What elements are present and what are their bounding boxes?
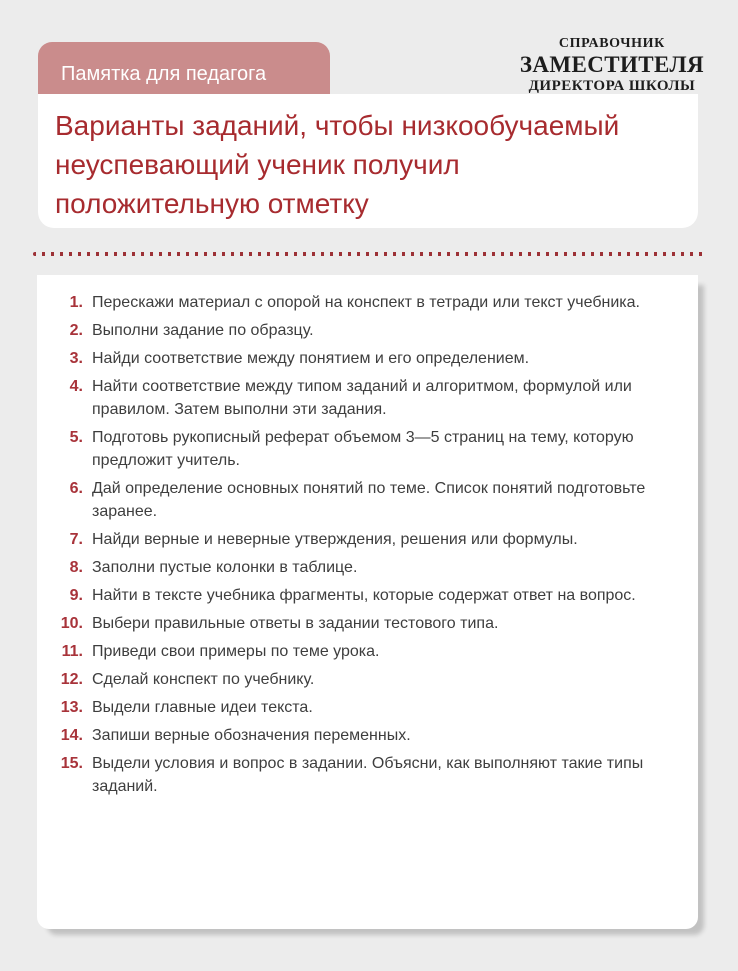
- dotted-separator: [33, 252, 707, 256]
- item-text: Найти соответствие между типом заданий и алгоритмом, формулой или правилом. Затем выполни эти задания.: [92, 378, 632, 418]
- item-text: Заполни пустые колонки в таблице.: [92, 559, 358, 576]
- list-item: [37, 319, 686, 342]
- item-number: 5.: [69, 429, 83, 446]
- item-number: 10.: [60, 615, 83, 632]
- item-text: Подготовь рукописный реферат объемом 3—5 страниц на тему, которую предложит учитель.: [92, 429, 634, 469]
- list-item: [37, 375, 686, 421]
- item-number: 9.: [69, 587, 83, 604]
- item-text: Приведи свои примеры по теме урока.: [92, 643, 380, 660]
- list-item: [37, 426, 686, 472]
- magazine-logo: [520, 35, 704, 96]
- list-item: [37, 291, 686, 314]
- list-item: [37, 556, 686, 579]
- list-item: [37, 347, 686, 370]
- item-number: 1.: [69, 294, 83, 311]
- item-number: 12.: [60, 671, 83, 688]
- logo-line-2: ЗАМЕСТИТЕЛЯ: [519, 52, 704, 77]
- page-title-line-2: неуспевающий ученик получил: [55, 149, 460, 180]
- item-text: Дай определение основных понятий по теме. Список понятий подготовьте заранее.: [92, 480, 646, 520]
- item-text: Сделай конспект по учебнику.: [92, 671, 315, 688]
- item-number: 11.: [61, 643, 83, 660]
- page-title-line-1: Варианты заданий, чтобы низкообучаемый: [55, 110, 620, 141]
- item-text: Выполни задание по образцу.: [92, 322, 314, 339]
- item-text: Перескажи материал с опорой на конспект в тетради или текст учебника.: [92, 294, 640, 311]
- item-number: 14.: [60, 727, 83, 744]
- item-text: Найти в тексте учебника фрагменты, которые содержат ответ на вопрос.: [92, 587, 636, 604]
- list-item: [37, 696, 686, 719]
- list-item: [37, 724, 686, 747]
- item-text: Выдели главные идеи текста.: [92, 699, 313, 716]
- page-title-line-3: положительную отметку: [55, 188, 369, 219]
- item-number: 2.: [69, 322, 83, 339]
- item-number: 4.: [69, 378, 83, 395]
- item-text: Выдели условия и вопрос в задании. Объясни, как выполняют такие типы заданий.: [92, 755, 644, 795]
- content-card: [37, 275, 698, 929]
- item-number: 3.: [69, 350, 83, 367]
- memo-badge: Памятка для педагога: [38, 42, 330, 94]
- item-text: Выбери правильные ответы в задании тестового типа.: [92, 615, 499, 632]
- logo-line-3: ДИРЕКТОРА ШКОЛЫ: [528, 78, 696, 94]
- list-item: [37, 752, 686, 798]
- title-card: [38, 94, 698, 228]
- logo-line-1: СПРАВОЧНИК: [558, 36, 665, 51]
- list-item: [37, 477, 686, 523]
- list-item: [37, 612, 686, 635]
- list-item: [37, 528, 686, 551]
- list-item: [37, 640, 686, 663]
- item-number: 15.: [60, 755, 83, 772]
- list-item: [37, 584, 686, 607]
- page-title: [38, 94, 698, 223]
- item-text: Найди верные и неверные утверждения, решения или формулы.: [92, 531, 578, 548]
- task-list: [37, 275, 698, 798]
- item-number: 13.: [60, 699, 83, 716]
- list-item: [37, 668, 686, 691]
- item-number: 8.: [69, 559, 83, 576]
- item-number: 6.: [69, 480, 83, 497]
- item-text: Запиши верные обозначения переменных.: [92, 727, 411, 744]
- item-number: 7.: [69, 531, 83, 548]
- item-text: Найди соответствие между понятием и его определением.: [92, 350, 530, 367]
